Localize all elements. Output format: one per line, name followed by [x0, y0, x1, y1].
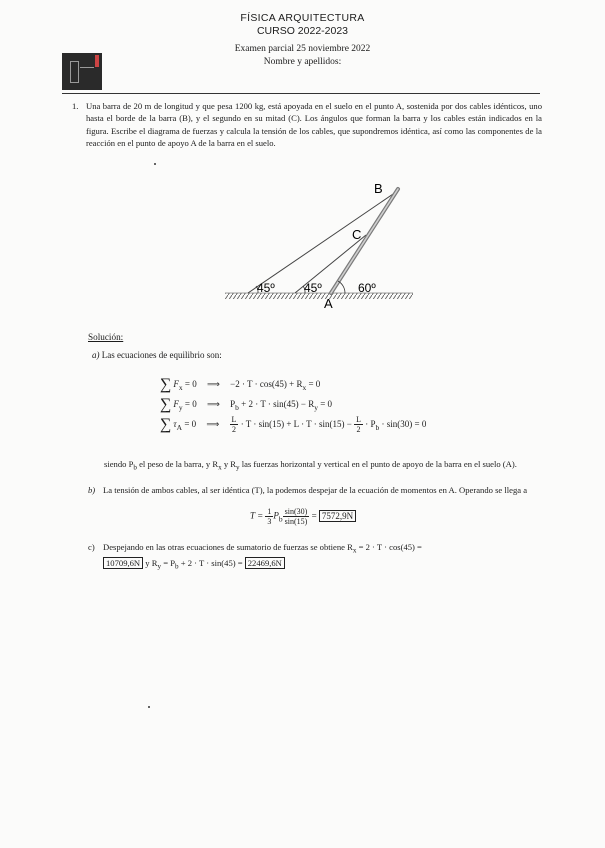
eq2-lhs: F — [173, 399, 179, 409]
part-b-text: La tensión de ambos cables, al ser idéntica (T), la podemos despejar de la ecuación de momentos en A. Operando se llega a — [103, 485, 528, 495]
t-lhs: T = — [250, 510, 266, 521]
eq1-sub: x — [178, 382, 183, 392]
part-c-label: c) — [88, 542, 95, 552]
header-divider — [62, 93, 540, 94]
part-b — [88, 484, 538, 496]
part-a-intro — [92, 350, 222, 360]
eq3-implies: ⟹ — [206, 419, 220, 429]
frac-l-over-2-a: $\frac{L}{2}$ — [231, 415, 237, 435]
eq2-implies: ⟹ — [206, 399, 220, 409]
problem-number: 1. — [72, 101, 79, 111]
label-a: A — [324, 296, 333, 310]
stray-dot — [154, 163, 156, 165]
eq1-lhs: F — [173, 379, 179, 389]
eq3-zero: = 0 — [184, 419, 197, 429]
angle-label-2: 45º — [304, 281, 322, 295]
tension-formula: T = $\frac{1}{3}$ $P_b$ $\frac{\sin(30)}{\sin(15)}$ = 7572,9N — [250, 507, 356, 526]
bar-diagram — [220, 175, 420, 310]
university-logo — [62, 53, 102, 90]
equation-sum-torque: ∑ $\tau_A = 0$ ⟹ $\frac{L}{2}$ · T · sin(15) + L · T · sin(15) − $\frac{L}{2}$ · $P_b \cdot \sin(30) = 0$ — [160, 415, 427, 435]
part-a-text: Las ecuaciones de equilibrio son: — [101, 350, 222, 360]
eq2-rhs-end: = 0 — [317, 399, 333, 409]
eq1-rhs: −2 · T · cos(45) + R — [230, 379, 303, 389]
bar-highlight — [331, 189, 398, 293]
label-c: C — [352, 227, 362, 242]
tension-result: 7572,9N — [319, 510, 356, 522]
eq3-end: · P — [362, 419, 376, 429]
angle-label-1: 45º — [257, 281, 275, 295]
equation-sum-fy: ∑ $F_y = 0$ ⟹ $P_b + 2 \cdot T \cdot \sin(45) - R_y = 0$ — [160, 396, 333, 413]
exam-title: FÍSICA ARQUITECTURA — [240, 12, 365, 24]
eq1-zero: = 0 — [184, 379, 197, 389]
angle-label-3: 60º — [358, 281, 376, 295]
eq2-rhs: P — [230, 399, 236, 409]
name-field-label: Nombre y apellidos: — [263, 57, 342, 67]
part-c — [88, 541, 538, 573]
label-b: B — [374, 181, 383, 196]
sigma-2: ∑ — [160, 396, 172, 413]
eq1-implies: ⟹ — [206, 379, 220, 389]
eq2-rhs-b-sub: y — [314, 402, 318, 412]
course-year: CURSO 2022-2023 — [256, 25, 349, 37]
equation-sum-fx — [160, 374, 320, 392]
problem-text: Una barra de 20 m de longitud y que pesa 1200 kg, está apoyada en el suelo en el punto A, sostenida por dos cables idénticos, uno hasta el borde de la barra (B), y el segundo en su mitad (C). Los ángulos que forman la barra y los cables están indicados en la figura. Escribe el diagrama de fuerzas y calcula la tensión de los cables, que supondremos idéntica, así como las componentes de la reacción en el punto de apoyo A de la barra en el suelo. — [86, 101, 542, 149]
stray-dot-2 — [148, 706, 150, 708]
eq3-sub: A — [176, 422, 183, 432]
frac-l-over-2-b: $\frac{L}{2}$ — [356, 415, 361, 435]
eq1-rhs-end: = 0 — [306, 379, 321, 389]
rx-result: 10709,6N — [103, 557, 143, 569]
cable-to-b — [248, 192, 396, 293]
problem-statement — [72, 100, 542, 150]
part-a-explanation: siendo $P_b$ el peso de la barra, y $R_x$ y $R_y$ las fuerzas horizontal y vertical en el punto de apoyo de la barra en el suelo (A). — [104, 459, 517, 472]
eq1-rhs-sub: x — [302, 382, 307, 392]
eq3-end-b: · sin(30) = 0 — [379, 419, 427, 429]
solution-heading: Solución: — [88, 332, 124, 342]
eq2-zero: = 0 — [184, 399, 197, 409]
sigma-3: ∑ — [160, 416, 172, 433]
eq3-mid: · T · sin(15) + L · T · sin(15) − — [238, 419, 355, 429]
t-sin-fraction: $\frac{\sin(30)}{\sin(15)}$ — [284, 507, 308, 526]
eq2-sub: y — [178, 402, 183, 412]
eq3-lhs: τ — [173, 419, 177, 429]
part-c-text: Despejando en las otras ecuaciones de sumatorio de fuerzas se obtiene $R_x = 2 \cdot T \cdot \cos(45)$ = 10709,6N y $R_y = P_b + 2 \cdot T \cdot \sin(45) = 22469,6N$ — [103, 542, 422, 571]
part-a-label: a) — [92, 350, 100, 360]
part-b-label: b) — [88, 485, 96, 495]
eq2-rhs-b: + 2 · T · sin(45) − R — [238, 399, 315, 409]
exam-date: Examen parcial 25 noviembre 2022 — [234, 44, 371, 54]
ry-result: 22469,6N — [245, 557, 285, 569]
sigma-1: ∑ — [160, 376, 172, 393]
